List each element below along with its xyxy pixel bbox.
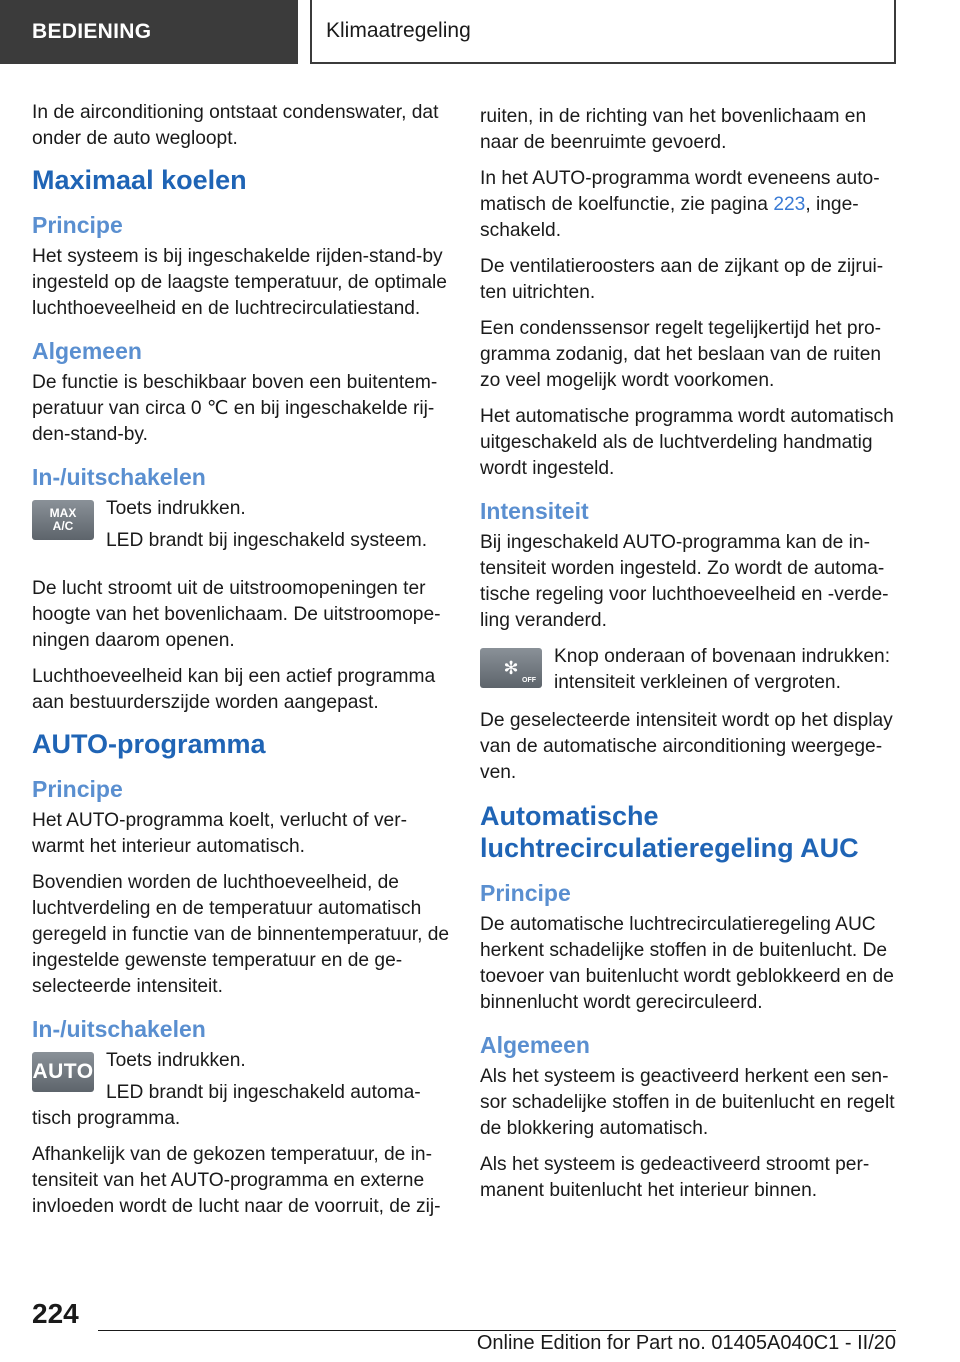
paragraph-intensity-1: Bij ingeschakeld AUTO-programma kan de intensiteit worden ingesteld. Zo wordt de automatische regeling voor luchthoeveelheid en -verdeling veranderd. [480,532,889,631]
paragraph-auto-off: Het automatische programma wordt automatisch uitgeschakeld als de luchtverdeling handmatig wordt ingesteld. [480,406,894,479]
paragraph-general-max: De functie is beschikbaar boven een buitentemperatuur van circa 0 ℃ en bij ingeschakelde rijden-stand-by. [32,372,438,445]
paragraph-sensor: Een condenssensor regelt tegelijkertijd het programma zodanig, dat het beslaan van de ruiten zo veel mogelijk wordt voorkomen. [480,318,882,391]
subheading-switch-max: In-/uitschakelen [32,464,206,490]
cooling-ref-text-a: In het AUTO-programma wordt eveneens automatisch de koelfunctie, zie pagina [480,168,880,215]
paragraph-principle-max: Het systeem is bij ingeschakelde rijden-stand-by ingesteld op de laagste temperatuur, de optimale luchthoeveelheid en de luchtrecirculatiestand. [32,246,447,319]
paragraph-auc-1: Als het systeem is geactiveerd herkent een sensor schadelijke stoffen in de buitenlucht en regelt de blokkering automatisch. [480,1066,895,1139]
paragraph-max-1: De lucht stroomt uit de uitstroomopeningen ter hoogte van het bovenlichaam. De uitstroomopeningen daarom openen. [32,578,441,651]
subheading-principle-max: Principe [32,212,123,238]
max-ac-button-line1: MAX [49,506,77,520]
paragraph-vents: De ventilatieroosters aan de zijkant op de zijruiten uitrichten. [480,256,884,303]
paragraph-continued: ruiten, in de richting van het bovenlichaam en naar de beenruimte gevoerd. [480,106,867,153]
fan-off-button-icon [480,648,542,688]
max-ac-press-text: Toets indrukken. [106,498,246,519]
max-ac-led-text: LED brandt bij ingeschakeld systeem. [106,530,428,551]
paragraph-max-2: Luchthoeveelheid kan bij een actief programma aan bestuurderszijde worden aangepast. [32,666,436,713]
max-ac-button-icon [32,500,94,540]
max-ac-instruction [32,496,450,570]
paragraph-cooling-reference [480,166,898,244]
subheading-principle-auto: Principe [32,776,123,802]
subheading-general-max: Algemeen [32,338,142,364]
header-chapter: Klimaatregeling [310,0,896,64]
subheading-principle-auc: Principe [480,880,571,906]
auto-led-text: LED brandt bij ingeschakeld automatisch programma. [32,1082,421,1129]
footer-divider [98,1330,896,1331]
fan-off-label: OFF [522,677,536,684]
auto-button-icon: AUTO [32,1052,94,1092]
paragraph-intensity-2: De geselecteerde intensiteit wordt op het display van de automatische airconditioning weergegeven. [480,710,893,783]
subheading-switch-auto: In-/uitschakelen [32,1016,206,1042]
subheading-general-auc: Algemeen [480,1032,590,1058]
heading-auc: Automatische luchtrecirculatieregeling AUC [480,801,859,863]
intensity-button-text: Knop onderaan of bovenaan indrukken: intensiteit verkleinen of vergroten. [554,646,891,693]
max-ac-button-line2: A/C [52,519,74,533]
auto-instruction [32,1048,450,1083]
paragraph-auto-3: Afhankelijk van de gekozen temperatuur, de intensiteit van het AUTO-programma en externe invloeden wordt de lucht naar de voorruit, de zij- [32,1144,441,1217]
heading-max-cool: Maximaal koelen [32,165,247,195]
paragraph-auto-2: Bovendien worden de luchthoeveelheid, de luchtverdeling en de temperatuur automatisch geregeld in functie van de binnentemperatuur, de ingestelde gewenste temperatuur en de geselecteerde intensiteit. [32,872,450,997]
page-number: 224 [32,1298,79,1329]
right-column [480,104,898,1214]
left-column [32,100,450,1230]
paragraph-auc-2: Als het systeem is gedeactiveerd stroomt permanent buitenlucht het interieur binnen. [480,1154,870,1201]
fan-icon: ✻ [503,658,519,678]
paragraph-auto-1: Het AUTO-programma koelt, verlucht of verwarmt het interieur automatisch. [32,810,407,857]
heading-intensity: Intensiteit [480,498,589,524]
intro-paragraph: In de airconditioning ontstaat condenswater, dat onder de auto wegloopt. [32,102,439,149]
heading-auto-program: AUTO-programma [32,729,266,759]
intensity-instruction [480,644,898,702]
paragraph-principle-auc: De automatische luchtrecirculatieregeling AUC herkent schadelijke stoffen in de buitenlucht. De toevoer van buitenlucht wordt geblokkeerd en de binnenlucht wordt gerecirculeerd. [480,914,894,1013]
cooling-ref-text-b: , ingeschakeld. [480,194,859,241]
page-reference-link[interactable]: 223 [773,194,806,215]
auto-press-text: Toets indrukken. [106,1050,246,1071]
header-section: BEDIENING [0,0,298,64]
footer-edition: Online Edition for Part no. 01405A040C1 - II/20 [476,1332,896,1354]
